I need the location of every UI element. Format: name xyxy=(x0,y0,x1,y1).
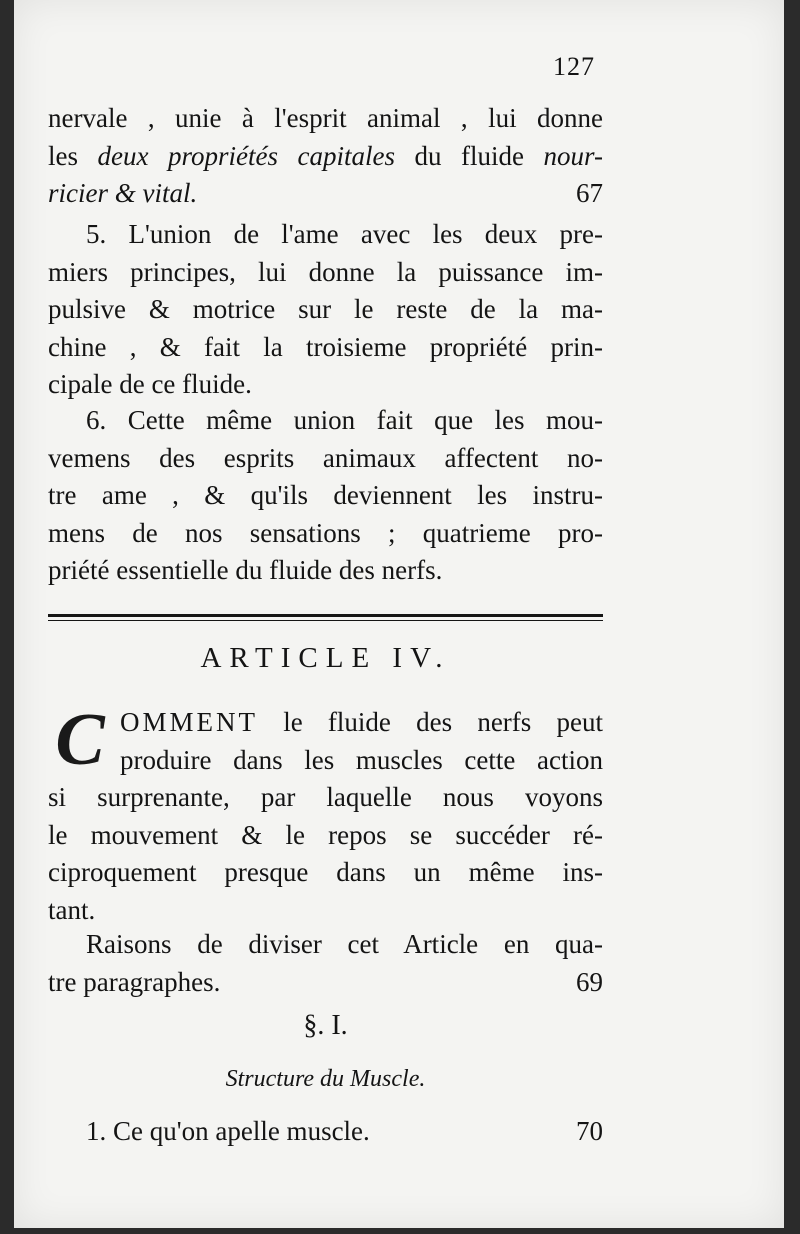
text-line: ricier & vital. 67 xyxy=(48,175,603,213)
text-line: Raisons de diviser cet Article en qua- xyxy=(86,929,603,959)
book-page xyxy=(14,0,784,1228)
text-line: cipale de ce fluide. xyxy=(48,369,252,399)
paragraph-3 xyxy=(48,402,603,590)
text-line: ciproquement presque dans un même ins- xyxy=(48,857,603,887)
page-reference: 70 xyxy=(576,1116,603,1146)
separator-rule xyxy=(48,614,603,617)
contents-entry: 1. Ce qu'on apelle muscle. 70 xyxy=(86,1116,603,1146)
text-line: priété essentielle du fluide des nerfs. xyxy=(48,555,443,585)
page-reference: 67 xyxy=(576,178,603,208)
text-line: 5. L'union de l'ame avec les deux pre- xyxy=(86,219,603,249)
section-title: Structure du Muscle. xyxy=(225,1066,426,1092)
text-line: 6. Cette même union fait que les mou- xyxy=(86,405,603,435)
paragraph-1 xyxy=(48,100,603,213)
article-heading: ARTICLE IV. xyxy=(200,642,451,674)
section-mark: §. I. xyxy=(303,1010,348,1041)
separator-rule-thin xyxy=(48,620,603,621)
text-line: tre ame , & qu'ils deviennent les instru- xyxy=(48,480,603,510)
text-line: nervale , unie à l'esprit animal , lui donne xyxy=(48,103,603,133)
reasons-paragraph xyxy=(48,926,603,1001)
text-line: produire dans les muscles cette action xyxy=(120,744,603,775)
text-line: les deux propriétés capitales du fluide nour- xyxy=(48,140,603,171)
text-line: si surprenante, par laquelle nous voyons xyxy=(48,782,603,812)
text-line: chine , & fait la troisieme propriété prin- xyxy=(48,331,603,362)
text-line: tre paragraphes. 69 xyxy=(48,964,603,1002)
text-line: OMMENT le fluide des nerfs peut xyxy=(120,707,603,737)
text-line: le mouvement & le repos se succéder ré- xyxy=(48,819,603,850)
text-line: miers principes, lui donne la puissance im- xyxy=(48,256,603,287)
article-summary xyxy=(48,699,603,929)
text-line: vemens des esprits animaux affectent no- xyxy=(48,442,603,473)
paragraph-2 xyxy=(48,216,603,404)
text-line: tant. xyxy=(48,894,96,925)
page-number: 127 xyxy=(553,52,595,81)
page-reference: 69 xyxy=(576,966,603,997)
drop-cap: C xyxy=(55,699,105,781)
text-line: mens de nos sensations ; quatrieme pro- xyxy=(48,517,603,548)
first-word: OMMENT xyxy=(120,707,258,737)
text-line: pulsive & motrice sur le reste de la ma- xyxy=(48,294,603,324)
